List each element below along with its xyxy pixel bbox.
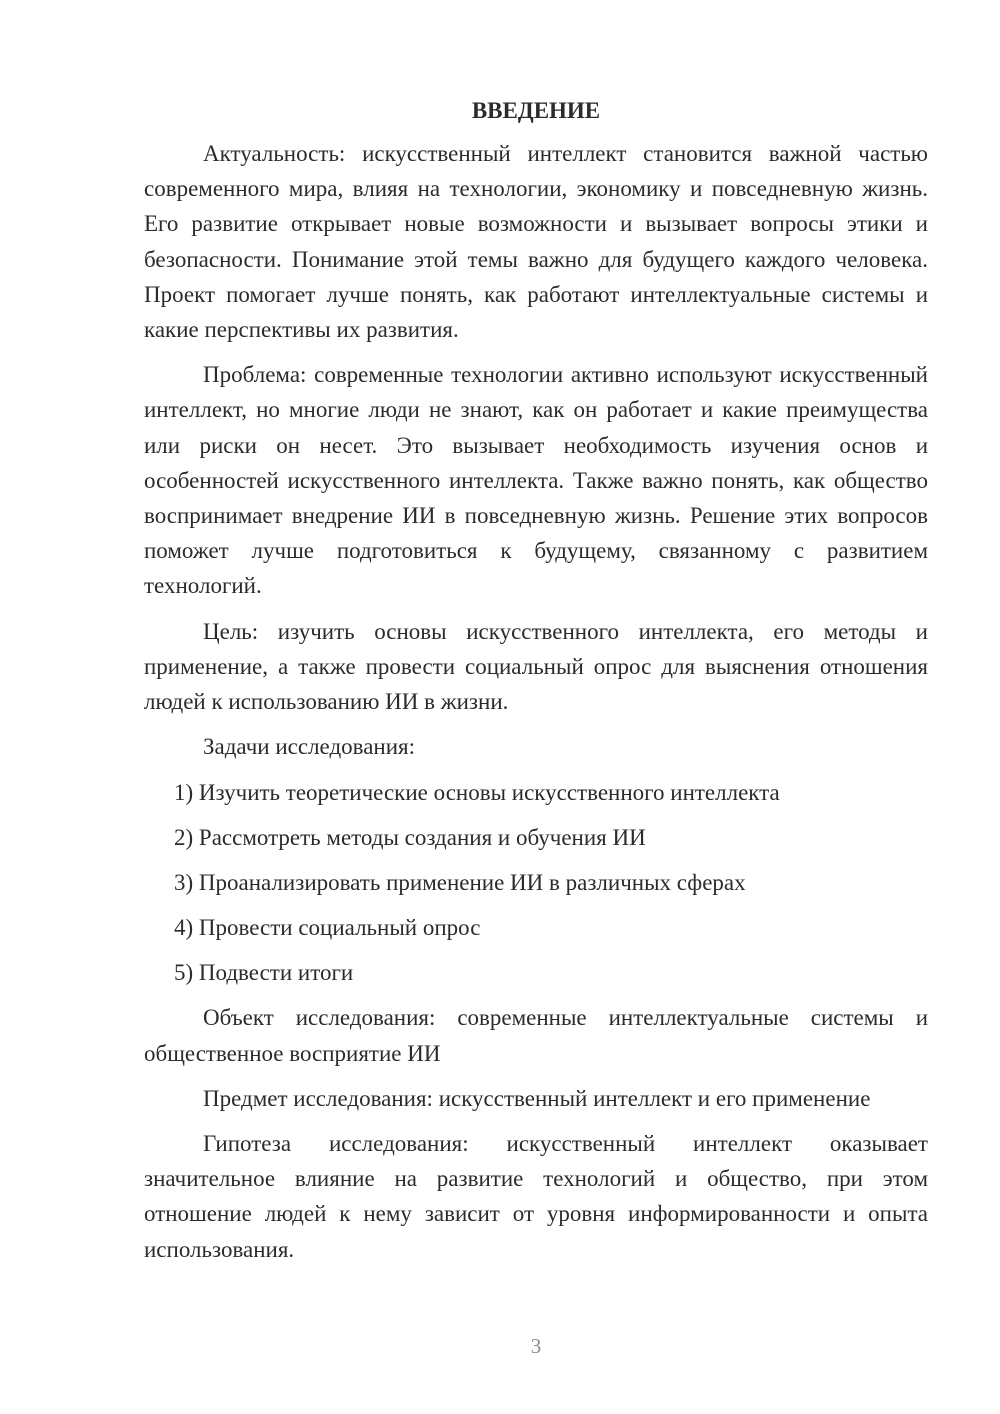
hypothesis-paragraph: Гипотеза исследования: искусственный интеллект оказывает значительное влияние на развитие технологий и общество, при этом отношение людей к нему зависит от уровня информированности и опыта использования. xyxy=(144,1131,928,1262)
tasks-list xyxy=(144,775,928,990)
task-item: 2) Рассмотреть методы создания и обучения ИИ xyxy=(174,825,646,851)
tasks-title: Задачи исследования: xyxy=(203,734,416,760)
section-heading: ВВЕДЕНИЕ xyxy=(471,98,601,123)
task-item: 5) Подвести итоги xyxy=(174,960,354,986)
relevance-paragraph: Актуальность: искусственный интеллект становится важной частью современного мира, влияя на технологии, экономику и повседневную жизнь. Его развитие открывает новые возможности и вызывает вопросы этики и безопасности. Понимание этой темы важно для будущего каждого человека. Проект помогает лучше понять, как работают интеллектуальные системы и какие перспективы их развития. xyxy=(144,141,928,343)
subject-paragraph: Предмет исследования: искусственный интеллект и его применение xyxy=(203,1085,871,1111)
task-item: 3) Проанализировать применение ИИ в различных сферах xyxy=(174,870,746,896)
task-item: 1) Изучить теоретические основы искусственного интеллекта xyxy=(174,780,780,806)
page-number: 3 xyxy=(530,1334,542,1358)
object-paragraph: Объект исследования: современные интеллектуальные системы и общественное восприятие ИИ xyxy=(144,1005,928,1066)
problem-paragraph: Проблема: современные технологии активно используют искусственный интеллект, но многие люди не знают, как он работает и какие преимущества или риски он несет. Это вызывает необходимость изучения основ и особенностей искусственного интеллекта. Также важно понять, как общество воспринимает внедрение ИИ в повседневную жизнь. Решение этих вопросов поможет лучше подготовиться к будущему, связанному с развитием технологий. xyxy=(144,362,928,599)
page-content xyxy=(144,94,928,1277)
goal-paragraph: Цель: изучить основы искусственного интеллекта, его методы и применение, а также провести социальный опрос для выяснения отношения людей к использованию ИИ в жизни. xyxy=(144,618,928,715)
task-item: 4) Провести социальный опрос xyxy=(174,915,481,941)
